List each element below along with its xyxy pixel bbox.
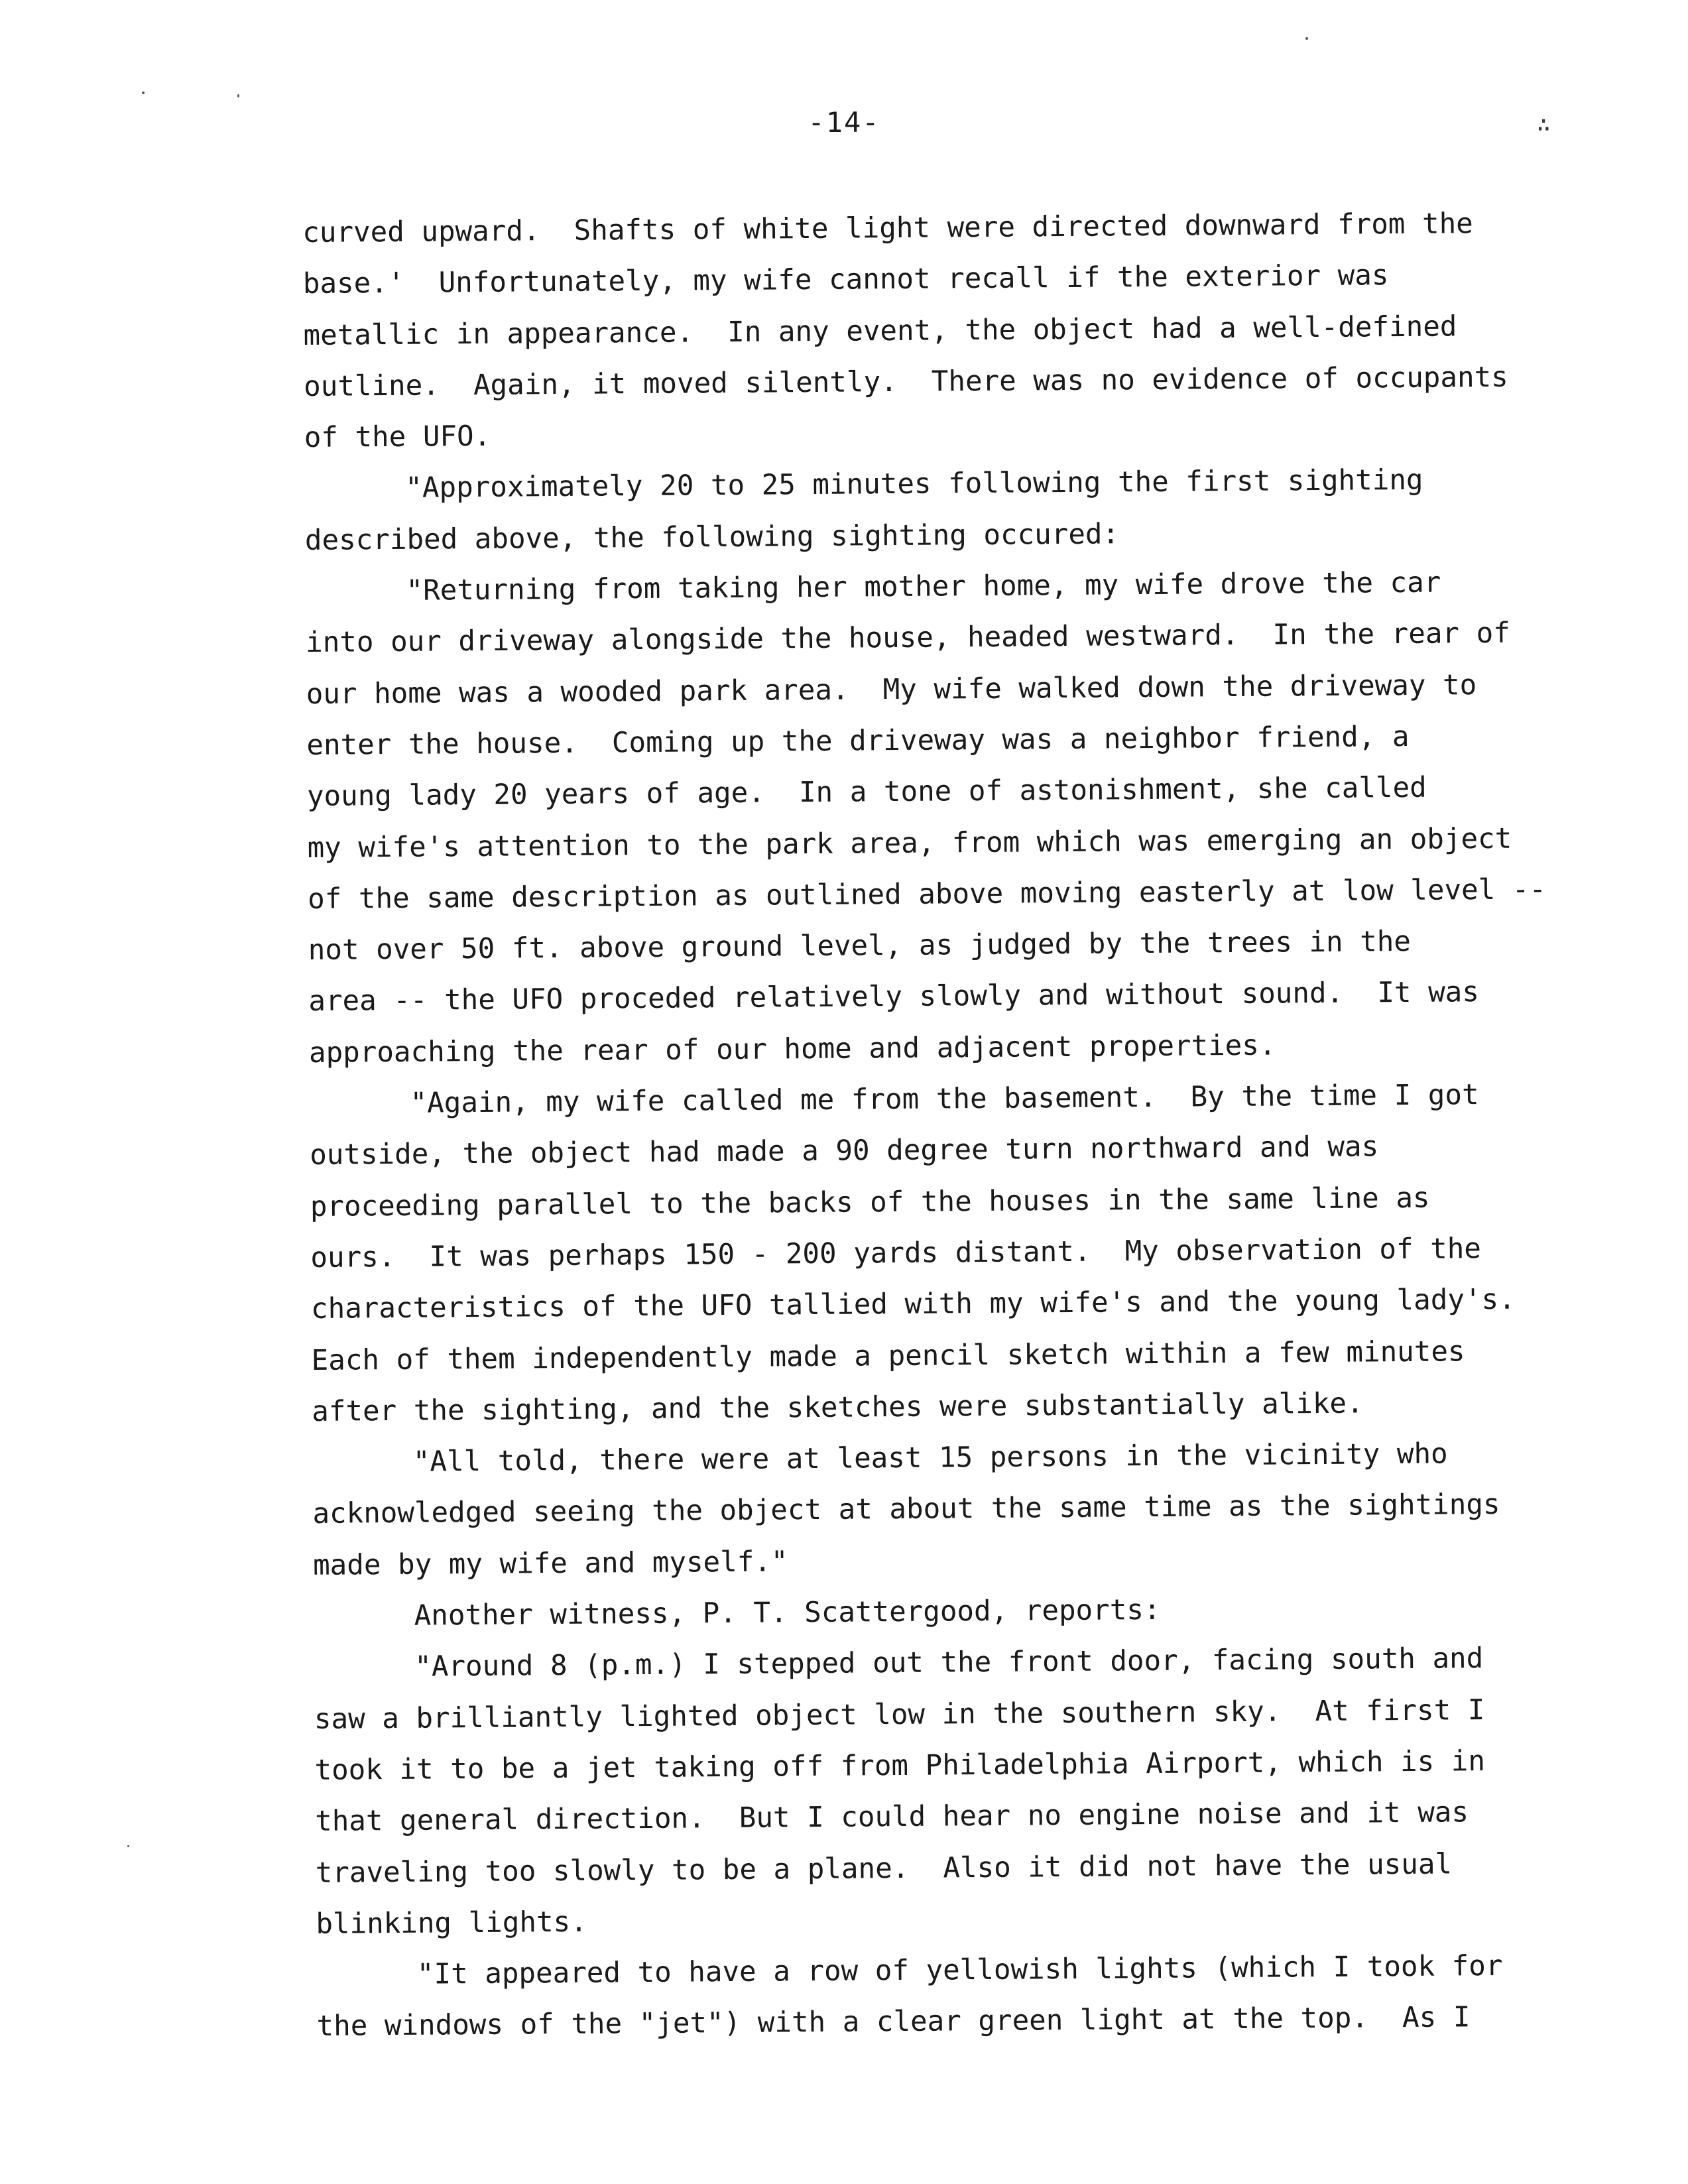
text-line: that general direction. But I could hear no engine noise and it was <box>314 1796 1469 1839</box>
scan-speck <box>237 94 239 97</box>
text-line: base.' Unfortunately, my wife cannot recall if the exterior was <box>302 259 1389 301</box>
text-line: approaching the rear of our home and adjacent properties. <box>308 1029 1276 1069</box>
text-line: took it to be a jet taking off from Philadelphia Airport, which is in <box>314 1744 1486 1787</box>
text-line: Each of them independently made a pencil sketch within a few minutes <box>311 1335 1465 1377</box>
text-line: metallic in appearance. In any event, the object had a well-defined <box>303 310 1457 352</box>
text-line: area -- the UFO proceded relatively slowly and without sound. It was <box>308 976 1480 1018</box>
text-line: "Again, my wife called me from the basement. By the time I got <box>410 1079 1479 1120</box>
text-line: the windows of the "jet") with a clear green light at the top. As I <box>316 2001 1471 2043</box>
text-line: acknowledged seeing the object at about the same time as the sightings <box>312 1488 1500 1531</box>
page-number: -14- <box>808 106 880 139</box>
text-line: "Returning from taking her mother home, my wife drove the car <box>406 566 1441 607</box>
body-text <box>302 198 1563 2052</box>
text-line: "All told, there were at least 15 persons in the vicinity who <box>412 1437 1448 1479</box>
text-line: into our driveway alongside the house, headed westward. In the rear of <box>305 617 1510 660</box>
text-line: ours. It was perhaps 150 - 200 yards distant. My observation of the <box>310 1233 1482 1274</box>
text-line: enter the house. Coming up the driveway was a neighbor friend, a <box>306 720 1410 762</box>
scan-speck <box>1305 37 1308 40</box>
text-line: our home was a wooded park area. My wife walked down the driveway to <box>306 668 1477 711</box>
text-line: described above, the following sighting occured: <box>304 518 1120 557</box>
text-line: of the UFO. <box>304 420 491 455</box>
text-line: after the sighting, and the sketches were substantially alike. <box>312 1387 1364 1428</box>
scan-speck <box>127 1845 129 1847</box>
text-line: "It appeared to have a row of yellowish lights (which I took for <box>416 1949 1503 1991</box>
text-line: made by my wife and myself." <box>312 1546 788 1582</box>
text-line: outside, the object had made a 90 degree turn northward and was <box>310 1130 1379 1172</box>
text-line: "Approximately 20 to 25 minutes following the first sighting <box>405 464 1423 505</box>
text-line: curved upward. Shafts of white light were directed downward from the <box>302 208 1473 249</box>
text-line: "Around 8 (p.m.) I stepped out the front door, facing south and <box>414 1642 1484 1684</box>
text-line: proceeding parallel to the backs of the houses in the same line as <box>310 1182 1430 1223</box>
corner-mark: ∴ <box>1537 111 1551 138</box>
scan-speck <box>142 91 145 94</box>
text-line: outline. Again, it moved silently. There was no evidence of occupants <box>303 361 1508 403</box>
text-line: traveling too slowly to be a plane. Also it did not have the usual <box>315 1847 1453 1890</box>
text-line: of the same description as outlined above moving easterly at low level -- <box>308 873 1547 916</box>
text-line: blinking lights. <box>316 1906 587 1941</box>
text-line: Another witness, P. T. Scattergood, reports: <box>414 1593 1161 1632</box>
text-line: saw a brilliantly lighted object low in the southern sky. At first I <box>314 1693 1485 1736</box>
text-line: not over 50 ft. above ground level, as judged by the trees in the <box>308 926 1412 967</box>
text-line: my wife's attention to the park area, from which was emerging an object <box>307 822 1512 865</box>
text-line: characteristics of the UFO tallied with my wife's and the young lady's. <box>310 1283 1516 1326</box>
text-line: young lady 20 years of age. In a tone of astonishment, she called <box>306 771 1427 814</box>
